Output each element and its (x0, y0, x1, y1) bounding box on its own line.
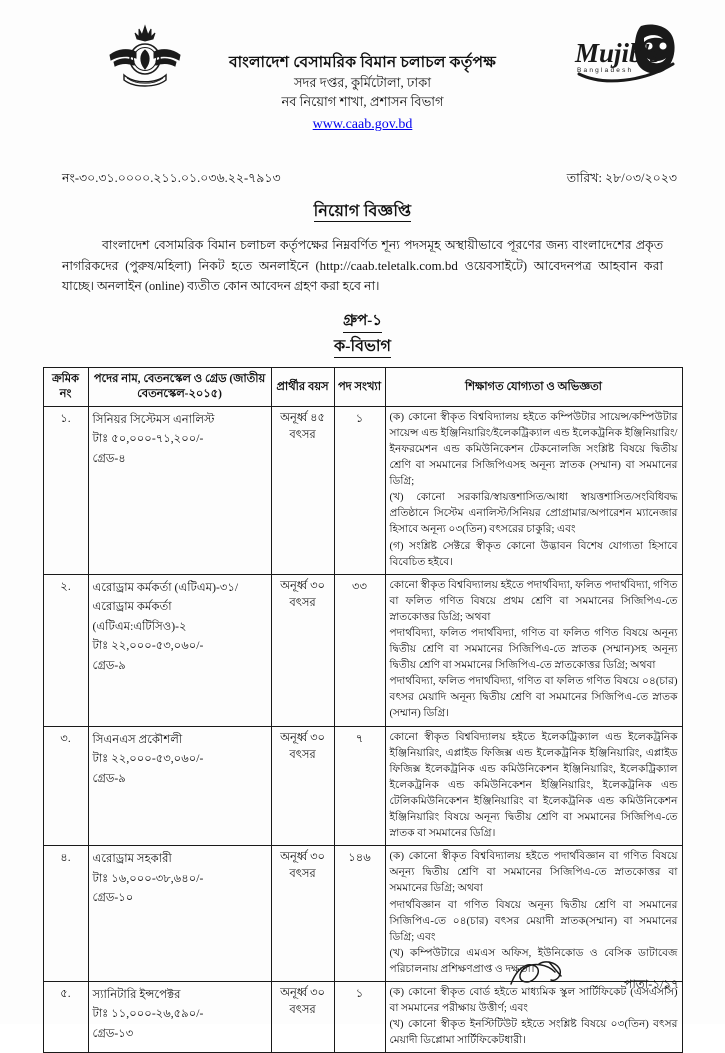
table-row (43, 406, 682, 574)
cell-age: অনূর্ধ্ব ৩০ বৎসর (271, 726, 334, 846)
cell-count: ১৪৬ (334, 846, 385, 982)
col-header-age: প্রার্থীর বয়স (271, 368, 334, 407)
cell-post: এরোড্রাম সহকারী টাঃ ১৬,০০০-৩৮,৬৪০/- গ্রেড-১০ (88, 846, 271, 982)
cell-post: এরোড্রাম কর্মকর্তা (এটিএম)-৩১/ এরোড্রাম কর্মকর্তা (এটিএম:এটিসিও)-২ টাঃ ২২,০০০-৫৩,০৬০/- গ্রেড-৯ (88, 574, 271, 726)
caab-crest-icon (108, 22, 182, 92)
intro-part1: বাংলাদেশ বেসামরিক বিমান চলাচল কর্তৃপক্ষের নিম্নবর্ণিত শূন্য পদসমূহ অস্থায়ীভাবে পূরণের জন্য বাংলাদেশের প্রকৃত নাগরিকদের (পুরুষ/মহিলা) নিকট হতে অনলাইনে ( (62, 238, 663, 274)
cell-age: অনূর্ধ্ব ৪৫ বৎসর (271, 406, 334, 574)
organization-address-line2: নব নিয়োগ শাখা, প্রশাসন বিভাগ (281, 94, 444, 110)
organization-website-link[interactable]: www.caab.gov.bd (312, 117, 413, 133)
organization-name: বাংলাদেশ বেসামরিক বিমান চলাচল কর্তৃপক্ষ (228, 54, 497, 71)
cell-qualification: (ক) কোনো স্বীকৃত বোর্ড হইতে মাধ্যমিক স্কুল সার্টিফিকেট (এসএসসি) বা সমমানের পরীক্ষায় উত্তীর্ণ; এবং (খ) কোনো স্বীকৃত ইনস্টিটিউট হইতে সংশ্লিষ্ট বিষয়ে ০৩(তিন) বৎসর মেয়াদী ডিপ্লোমা সার্টিফিকেটধারী। (385, 981, 682, 1052)
intro-part2: ওয়েবসাইটে) আবেদনপত্র আহবান করা যাচ্ছে। অনলাইন (online) ব্যতীত কোন আবেদন গ্রহণ করা হবে না। (62, 259, 663, 294)
posts-table (43, 367, 683, 1053)
cell-count: ৭ (334, 726, 385, 846)
cell-serial: ৫. (43, 981, 88, 1052)
cell-count: ১ (334, 406, 385, 574)
col-header-qualification: শিক্ষাগত যোগ্যতা ও অভিজ্ঞতা (385, 368, 682, 407)
mujib-logo (573, 20, 683, 92)
cell-post: সিএনএস প্রকৌশলী টাঃ ২২,০০০-৫৩,০৬০/- গ্রেড-৯ (88, 726, 271, 846)
cell-count: ৩৩ (334, 574, 385, 726)
memo-date: তারিখ: ২৮/০৩/২০২৩ (566, 171, 677, 185)
svg-text:Mujib's: Mujib's (575, 38, 661, 68)
signature-mark (505, 958, 575, 992)
svg-text:Bangladesh: Bangladesh (577, 67, 634, 74)
application-url: http://caab.teletalk.com.bd (319, 258, 458, 274)
cell-age: অনূর্ধ্ব ৩০ বৎসর (271, 846, 334, 982)
cell-serial: ৪. (43, 846, 88, 982)
table-header-row (43, 368, 682, 407)
organization-address-line1: সদর দপ্তর, কুর্মিটোলা, ঢাকা (293, 75, 432, 91)
cell-post: স্যানিটারি ইন্সপেক্টর টাঃ ১১,০০০-২৬,৫৯০/- গ্রেড-১৩ (88, 981, 271, 1052)
page-number: পাতা-১/১৭ (624, 977, 679, 991)
cell-count: ১ (334, 981, 385, 1052)
col-header-post: পদের নাম, বেতনস্কেল ও গ্রেড (জাতীয় বেতনস্কেল-২০১৫) (88, 368, 271, 407)
document-header (0, 0, 725, 152)
table-row (43, 726, 682, 846)
table-row (43, 574, 682, 726)
group-label: গ্রুপ-১ (343, 311, 382, 332)
group-heading (0, 310, 725, 358)
cell-age: অনূর্ধ্ব ৩০ বৎসর (271, 981, 334, 1052)
cell-qualification: কোনো স্বীকৃত বিশ্ববিদ্যালয় হইতে পদার্থবিদ্যা, ফলিত পদার্থবিদ্যা, গণিত বা ফলিত গণিত বিষয়ে প্রথম শ্রেণি বা সমমানের সিজিপিএ-তে স্নাতকোত্তর ডিগ্রি; অথবা পদার্থবিদ্যা, ফলিত পদার্থবিদ্যা, গণিত বা ফলিত গণিত বিষয়ে অনূন্য দ্বিতীয় শ্রেণি বা সমমানের সিজিপিএ-তে স্নাতক (সম্মান)সহ অনূন্য দ্বিতীয় শ্রেণি বা সমমানের সিজিপিএ-তে স্নাতকোত্তর ডিগ্রি; অথবা পদার্থবিদ্যা, ফলিত পদার্থবিদ্যা, গণিত বা ফলিত গণিত বিষয়ে ০৪(চার) বৎসর মেয়াদি অনূন্য দ্বিতীয় শ্রেণি বা সমমানের সিজিপিএ-তে স্নাতক (সম্মান) ডিগ্রি। (385, 574, 682, 726)
cell-qualification: (ক) কোনো স্বীকৃত বিশ্ববিদ্যালয় হইতে পদার্থবিজ্ঞান বা গণিত বিষয়ে অনূন্য দ্বিতীয় শ্রেণি বা সমমানের সিজিপিএ-তে স্নাতকোত্তর বা সমমানের ডিগ্রি; অথবা পদার্থবিজ্ঞান বা গণিত বিষয়ে অনূন্য দ্বিতীয় শ্রেণি বা সমমানের সিজিপিএ-তে ০৪(চার) বৎসর মেয়াদী স্নাতক(সম্মান) বা সমমানের ডিগ্রি; এবং (খ) কম্পিউটারে এমএস অফিস, ইউনিকোড ও বেসিক ডাটাবেজ পরিচালনায় প্রশিক্ষণপ্রাপ্ত ও দক্ষতা। (385, 846, 682, 982)
memo-row (0, 152, 725, 190)
division-label: ক-বিভাগ (334, 336, 391, 359)
cell-age: অনূর্ধ্ব ৩০ বৎসর (271, 574, 334, 726)
memo-number: নং-৩০.৩১.০০০০.২১১.০১.০৩৬.২২-৭৯১৩ (62, 171, 281, 185)
cell-qualification: (ক) কোনো স্বীকৃত বিশ্ববিদ্যালয় হইতে কম্পিউটার সায়েন্স/কম্পিউটার সায়েন্স এন্ড ইঞ্জিনিয়ারিং/ইলেকট্রিক্যাল এন্ড ইলেকট্রনিক ইঞ্জিনিয়ারিং/ইনফরমেশন এন্ড কমিউনিকেশন টেকনোলজি সংশ্লিষ্ট বিষয়ে দ্বিতীয় শ্রেণি বা সমমানের সিজিপিএসহ অনূন্য স্নাতক (সম্মান) বা সমমানের ডিগ্রি; (খ) কোনো সরকারি/স্বায়ত্তশাসিত/আধা স্বায়ত্তশাসিত/সংবিধিবদ্ধ প্রতিষ্ঠানে সিস্টেম এনালিস্ট/সিনিয়র প্রোগ্রামার/অপারেশন ম্যানেজার হিসাবে অনূন্য ০৩(তিন) বৎসরের চাকুরি; এবং (গ) সংশ্লিষ্ট সেক্টরে স্বীকৃত কোনো উদ্ভাবন বিশেষ যোগ্যতা হিসাবে বিবেচিত হইবে। (385, 406, 682, 574)
col-header-serial: ক্রমিক নং (43, 368, 88, 407)
notice-title (0, 198, 725, 225)
cell-post: সিনিয়র সিস্টেমস এনালিস্ট টাঃ ৫০,০০০-৭১,২০০/- গ্রেড-৪ (88, 406, 271, 574)
document-footer (0, 956, 725, 1010)
intro-paragraph (62, 235, 663, 296)
cell-serial: ২. (43, 574, 88, 726)
cell-qualification: কোনো স্বীকৃত বিশ্ববিদ্যালয় হইতে ইলেকট্রিক্যাল এন্ড ইলেকট্রনিক ইঞ্জিনিয়ারিং, এপ্লাইড ফিজিক্স এন্ড ইলেকট্রনিক ইঞ্জিনিয়ারিং, এপ্লাইড ফিজিক্স ইলেকট্রনিক এন্ড কমিউনিকেশন ইঞ্জিনিয়ারিং, ইলেকট্রিক্যাল ইলেকট্রনিক এন্ড কমিউনিকেশন ইঞ্জিনিয়ারিং, ইলেকট্রনিক এন্ড টেলিকমিউনিকেশন ইঞ্জিনিয়ারিং বা ইলেকট্রনিক এন্ড কমিউনিকেশন ইঞ্জিনিয়ারিং বিষয়ে অনূন্য দ্বিতীয় শ্রেণি বা সমমানের সিজিপিএ-তে স্নাতক বা সমমানের ডিগ্রি। (385, 726, 682, 846)
col-header-count: পদ সংখ্যা (334, 368, 385, 407)
notice-title-text: নিয়োগ বিজ্ঞপ্তি (313, 203, 412, 220)
cell-serial: ৩. (43, 726, 88, 846)
cell-serial: ১. (43, 406, 88, 574)
